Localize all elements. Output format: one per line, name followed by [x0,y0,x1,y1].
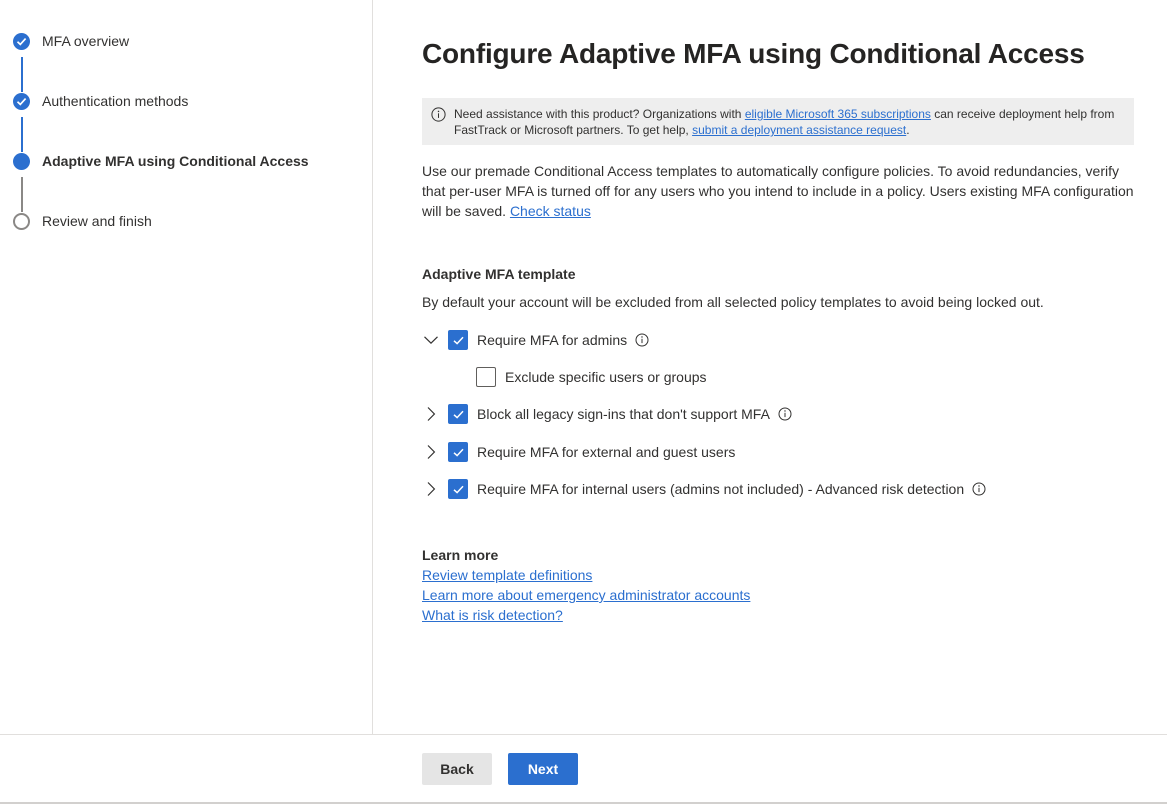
eligible-subscriptions-link[interactable]: eligible Microsoft 365 subscriptions [744,107,931,121]
policy-label: Block all legacy sign-ins that don't support MFA [477,406,770,422]
template-section-title: Adaptive MFA template [422,266,576,282]
policy-label: Require MFA for admins [477,332,628,348]
current-step-dot-icon [13,153,30,170]
policy-row-external-guest [422,441,735,463]
page-title: Configure Adaptive MFA using Conditional Access [422,38,1085,69]
exclude-users-checkbox[interactable] [476,367,496,387]
step-connector [21,117,23,152]
checkmark-icon [13,93,30,110]
step-label: Review and finish [42,213,152,229]
back-button[interactable]: Back [422,753,492,785]
policy-checkbox[interactable] [448,442,468,462]
policy-label: Require MFA for internal users (admins not included) - Advanced risk detection [477,481,965,497]
risk-detection-link[interactable]: What is risk detection? [422,607,563,623]
notice-text: can receive deployment help from FastTrack or Microsoft partners. To get help, [454,107,1115,137]
step-label: Adaptive MFA using Conditional Access [42,153,309,169]
wizard-footer [0,734,1167,804]
step-adaptive-mfa[interactable] [13,151,309,171]
description [422,161,1134,221]
next-button[interactable]: Next [508,753,578,785]
review-template-definitions-link[interactable]: Review template definitions [422,567,593,583]
info-icon[interactable] [972,482,986,496]
policy-row-admins [422,329,649,351]
policy-checkbox[interactable] [448,330,468,350]
chevron-right-icon[interactable] [422,443,440,461]
step-mfa-overview[interactable] [13,31,129,51]
policy-label: Require MFA for external and guest users [477,444,736,460]
step-connector [21,177,23,212]
learn-more-title: Learn more [422,547,499,563]
check-status-link[interactable]: Check status [509,203,591,219]
notice-text: . [906,123,910,137]
step-label: MFA overview [42,33,130,49]
emergency-admin-accounts-link[interactable]: Learn more about emergency administrator accounts [422,587,751,603]
info-icon[interactable] [635,333,649,347]
assistance-notice [422,98,1134,145]
policy-checkbox[interactable] [448,404,468,424]
step-label: Authentication methods [42,93,189,109]
exclude-users-label: Exclude specific users or groups [505,369,707,385]
policy-row-legacy-signins [422,403,792,425]
wizard-steps-panel [0,0,373,734]
empty-step-circle-icon [13,213,30,230]
template-section-subtitle: By default your account will be excluded from all selected policy templates to avoid being locked out. [422,294,1044,310]
info-icon [431,107,446,126]
policy-checkbox[interactable] [448,479,468,499]
policy-row-internal-users [422,478,986,500]
exclude-users-row [476,366,707,388]
chevron-right-icon[interactable] [422,480,440,498]
step-connector [21,57,23,92]
notice-text: Need assistance with this product? Organizations with [454,107,745,121]
description-text: Use our premade Conditional Access templates to automatically configure policies. To avoid redundancies, verify that per-user MFA is turned off for any users who you intend to include in a policy. Users existing MFA configuration will be saved. [422,163,1134,219]
chevron-down-icon[interactable] [422,331,440,349]
checkmark-icon [13,33,30,50]
chevron-right-icon[interactable] [422,405,440,423]
step-review-and-finish[interactable] [13,211,152,231]
deployment-assistance-link[interactable]: submit a deployment assistance request [692,123,907,137]
info-icon[interactable] [778,407,792,421]
step-authentication-methods[interactable] [13,91,188,111]
